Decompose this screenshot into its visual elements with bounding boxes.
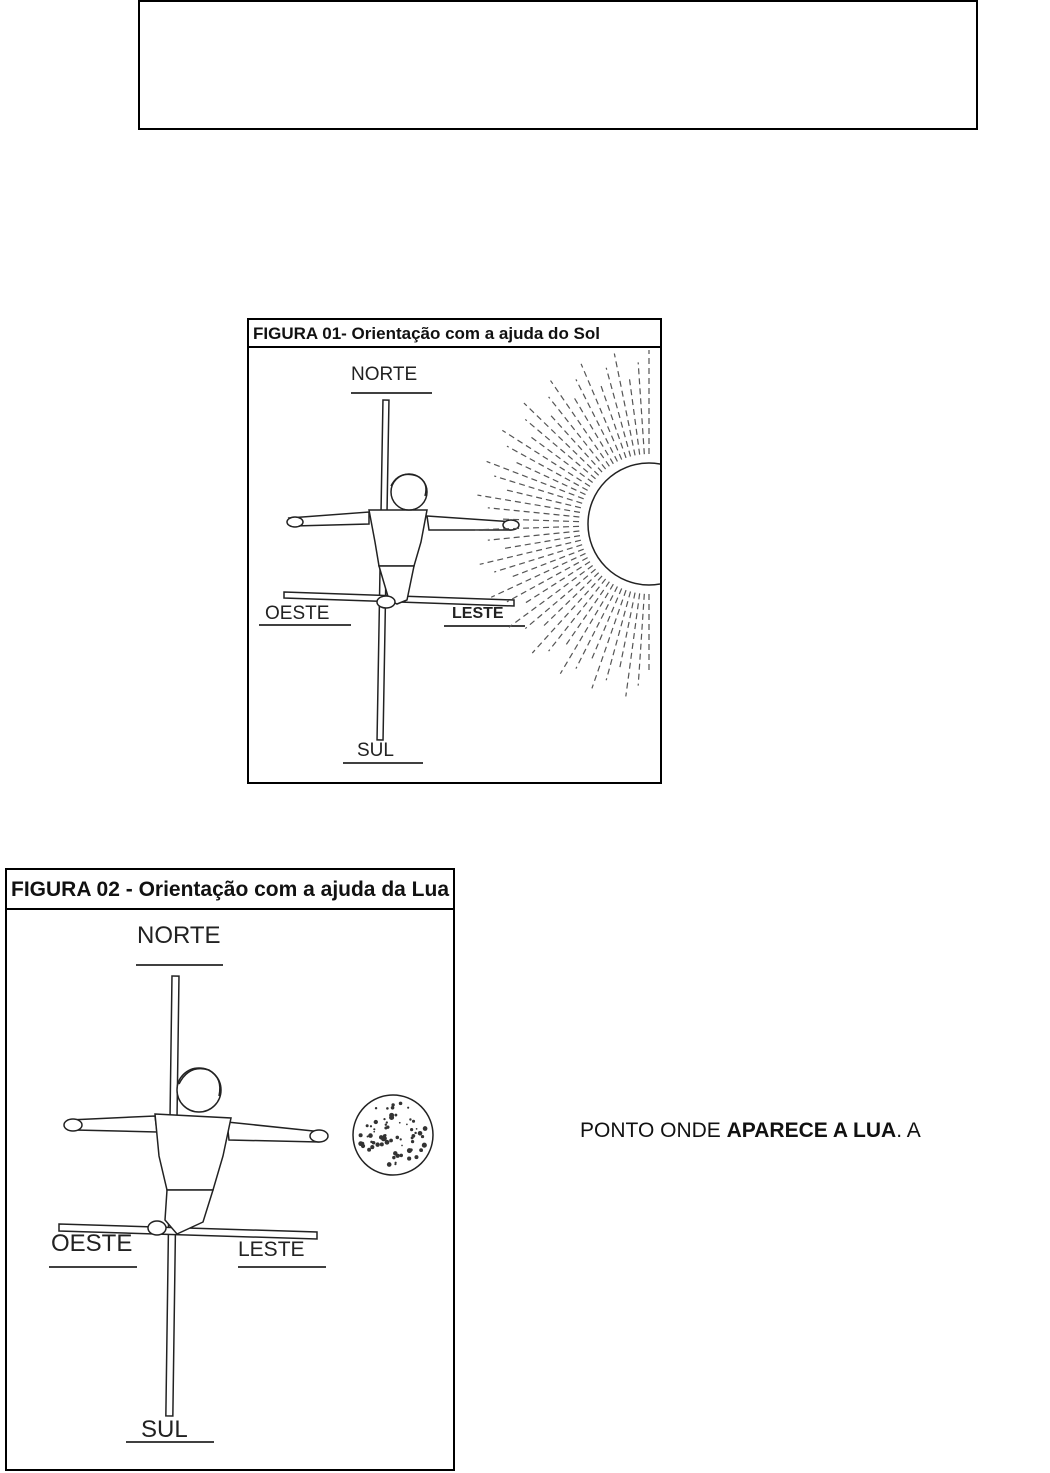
figure-2-drawing bbox=[7, 870, 455, 1471]
moon-crater bbox=[383, 1118, 385, 1120]
moon-crater bbox=[372, 1141, 376, 1145]
person-icon bbox=[64, 1068, 328, 1235]
figure-1-west-label: OESTE bbox=[265, 603, 330, 624]
moon-icon bbox=[353, 1095, 433, 1175]
figure-2-west-label: OESTE bbox=[51, 1230, 133, 1257]
moon-crater bbox=[407, 1157, 411, 1161]
moon-crater bbox=[367, 1148, 371, 1152]
moon-crater bbox=[399, 1102, 403, 1106]
figure-2-north-label: NORTE bbox=[137, 922, 221, 949]
moon-crater bbox=[406, 1124, 408, 1126]
sun-ray bbox=[501, 536, 580, 549]
sun-ray bbox=[509, 566, 593, 628]
sun-ray bbox=[614, 353, 635, 455]
moon-crater bbox=[421, 1135, 424, 1138]
moon-crater bbox=[375, 1142, 379, 1146]
sun-ray bbox=[502, 430, 590, 486]
moon-crater bbox=[373, 1128, 375, 1130]
sun-ray bbox=[638, 362, 644, 454]
sun-ray bbox=[491, 553, 585, 597]
moon-crater bbox=[410, 1128, 413, 1131]
moon-crater bbox=[375, 1107, 377, 1109]
figure-2 bbox=[5, 868, 455, 1471]
figure-2-title: FIGURA 02 - Orientação com a ajuda da Lua bbox=[7, 870, 453, 910]
moon-crater bbox=[373, 1131, 375, 1133]
moon-crater bbox=[393, 1151, 397, 1155]
moon-crater bbox=[411, 1140, 414, 1143]
moon-crater bbox=[400, 1138, 402, 1140]
moon-crater bbox=[396, 1136, 400, 1140]
moon-crater bbox=[412, 1134, 416, 1138]
sun-ray bbox=[525, 419, 595, 478]
sun-ray bbox=[629, 375, 640, 454]
moon-crater bbox=[414, 1155, 418, 1159]
moon-crater bbox=[366, 1124, 369, 1127]
sun-ray bbox=[626, 593, 640, 696]
moon-crater bbox=[368, 1133, 373, 1138]
moon-crater bbox=[419, 1132, 421, 1134]
moon-crater bbox=[359, 1133, 363, 1137]
sun-ray bbox=[590, 588, 621, 662]
figure-1 bbox=[247, 318, 662, 784]
moon-crater bbox=[407, 1107, 409, 1109]
sun-ray bbox=[548, 413, 602, 472]
moon-crater bbox=[382, 1136, 387, 1141]
moon-crater bbox=[423, 1126, 428, 1131]
moon-crater bbox=[389, 1113, 394, 1118]
sun-ray bbox=[551, 381, 610, 467]
moon-crater bbox=[394, 1163, 396, 1165]
moon-crater bbox=[399, 1154, 403, 1158]
sun-ray bbox=[513, 461, 586, 495]
figure-1-drawing bbox=[249, 320, 662, 784]
sun-ray bbox=[503, 489, 581, 508]
sun-ray bbox=[592, 590, 626, 688]
moon-crater bbox=[392, 1156, 395, 1159]
caption-after: . A bbox=[896, 1119, 921, 1142]
figure-2-east-label: LESTE bbox=[238, 1238, 305, 1261]
figure-1-east-label: LESTE bbox=[452, 605, 504, 622]
figure-1-north-label: NORTE bbox=[351, 364, 418, 385]
moon-crater bbox=[370, 1145, 374, 1149]
moon-crater bbox=[416, 1128, 418, 1130]
moon-crater bbox=[399, 1122, 401, 1124]
sun-ray bbox=[488, 531, 580, 540]
moon-crater bbox=[412, 1120, 415, 1123]
sun-ray bbox=[549, 397, 606, 469]
moon-crater bbox=[409, 1118, 411, 1120]
moon-crater bbox=[391, 1106, 395, 1110]
moon-crater bbox=[386, 1107, 389, 1110]
moon-crater bbox=[401, 1145, 403, 1147]
person-icon bbox=[287, 474, 519, 608]
sun-ray bbox=[560, 584, 613, 673]
sun-ray bbox=[488, 508, 580, 517]
moon-crater bbox=[391, 1103, 394, 1106]
sun-ray bbox=[541, 573, 599, 629]
moon-crater bbox=[370, 1125, 372, 1127]
sun-ray bbox=[525, 569, 595, 628]
sun-ray bbox=[549, 579, 606, 651]
sun-ray bbox=[477, 495, 580, 512]
moon-crater bbox=[422, 1143, 427, 1148]
moon-crater bbox=[420, 1149, 422, 1151]
figure-1-title: FIGURA 01- Orientação com a ajuda do Sol bbox=[249, 320, 660, 348]
sun-ray bbox=[638, 594, 644, 686]
moon-crater bbox=[387, 1162, 392, 1167]
moon-crater bbox=[386, 1121, 388, 1123]
figure-2-south-label: SUL bbox=[141, 1416, 188, 1443]
sun-ray bbox=[532, 576, 602, 653]
moon-crater bbox=[374, 1120, 378, 1124]
figure-1-south-label: SUL bbox=[357, 740, 394, 761]
moon-crater bbox=[394, 1114, 397, 1117]
caption-bold: APARECE A LUA bbox=[726, 1119, 897, 1142]
moon-crater bbox=[384, 1126, 387, 1129]
caption-before: PONTO ONDE bbox=[580, 1119, 727, 1142]
moon-crater bbox=[414, 1132, 416, 1134]
moon-crater bbox=[410, 1148, 413, 1151]
answer-box bbox=[138, 0, 978, 130]
moon-crater bbox=[389, 1139, 393, 1143]
moon-crater bbox=[361, 1144, 365, 1148]
moon-crater bbox=[380, 1142, 384, 1146]
caption-text bbox=[580, 1119, 921, 1143]
moon-crater bbox=[385, 1124, 387, 1126]
